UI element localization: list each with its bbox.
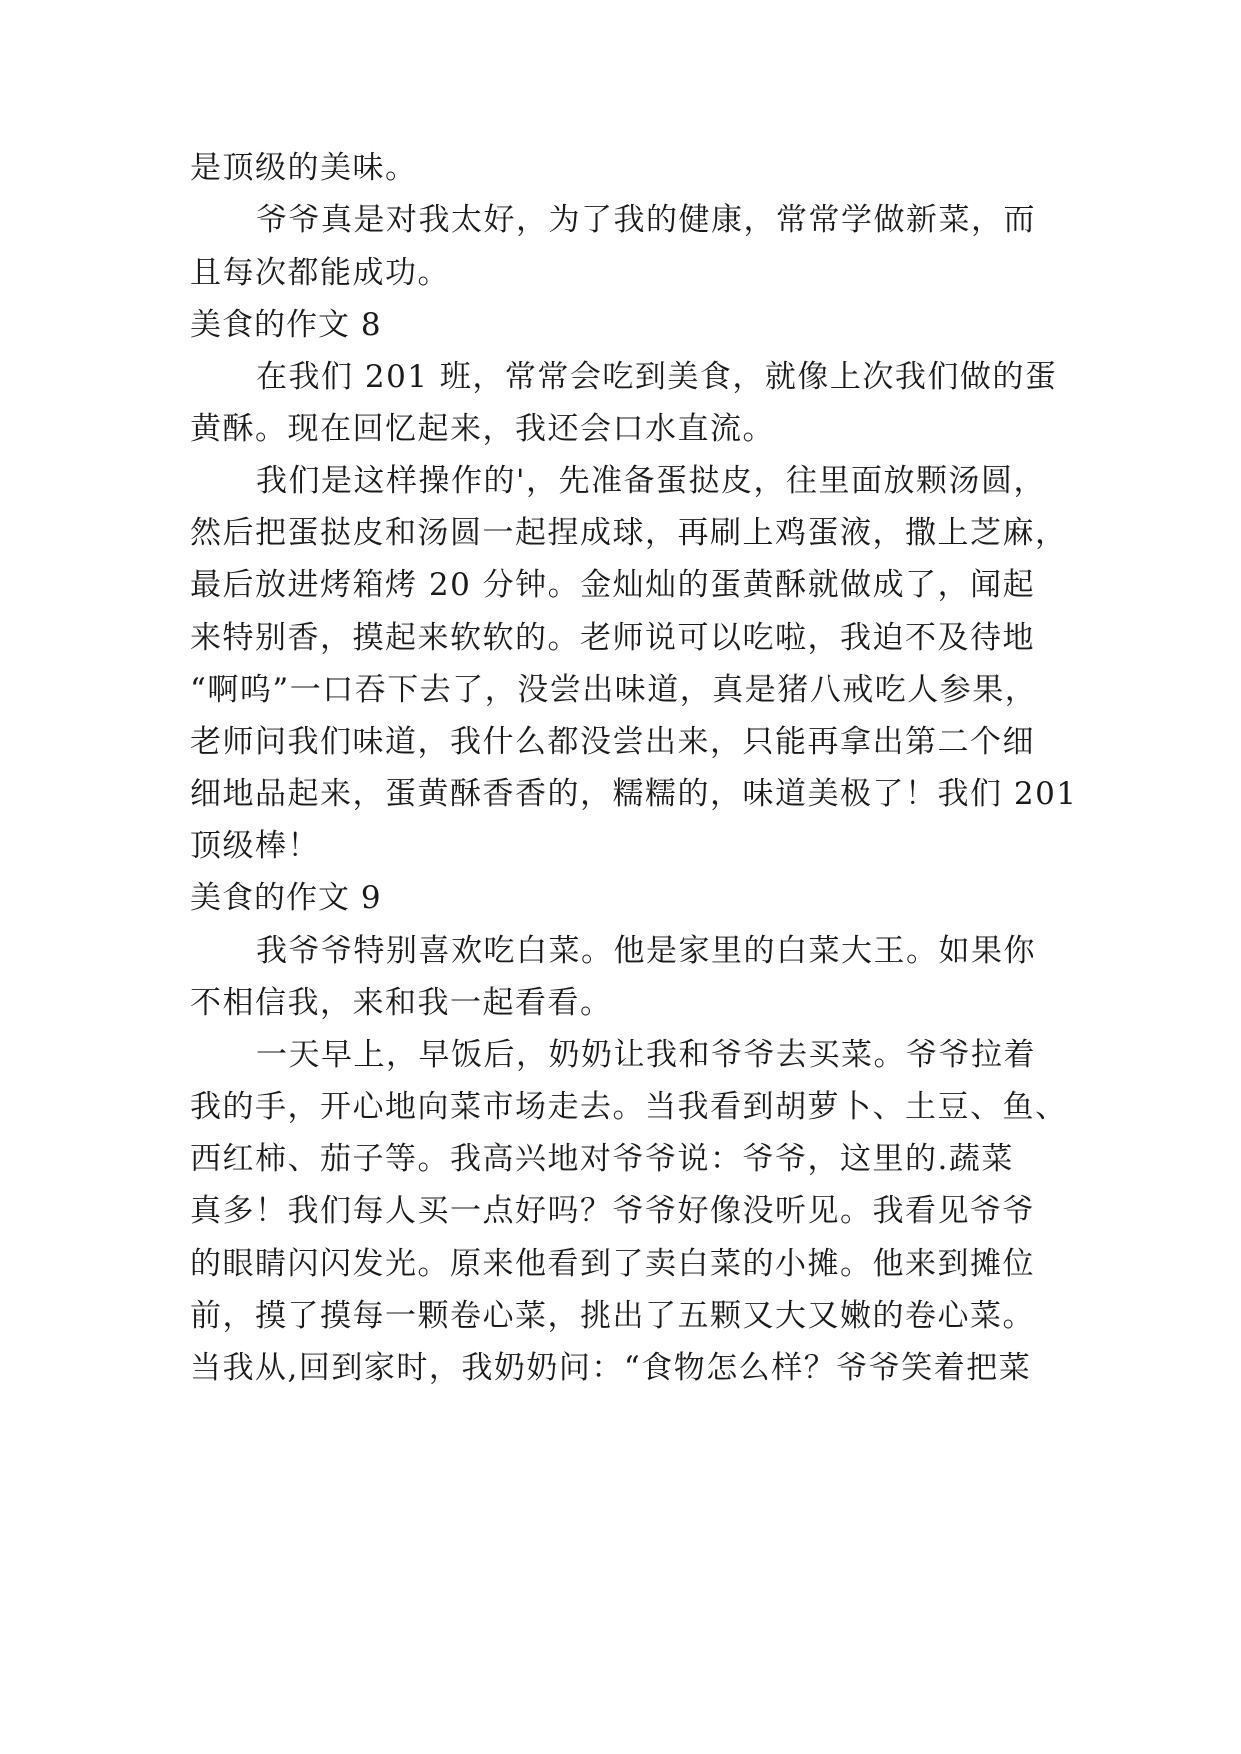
paragraph-line: 西红柿、茄子等。我高兴地对爷爷说：爷爷，这里的.蔬菜	[190, 1141, 1014, 1177]
paragraph-line: 在我们 201 班，常常会吃到美食，就像上次我们做的蛋	[256, 359, 1058, 395]
paragraph-line: 细地品起来，蛋黄酥香香的，糯糯的，味道美极了！我们 201	[190, 776, 1078, 812]
paragraph-line: 黄酥。现在回忆起来，我还会口水直流。	[190, 411, 775, 447]
paragraph-line: 的眼睛闪闪发光。原来他看到了卖白菜的小摊。他来到摊位	[190, 1246, 1035, 1282]
paragraph-line: 老师问我们味道，我什么都没尝出来，只能再拿出第二个细	[190, 724, 1035, 760]
paragraph-line: 真多！我们每人买一点好吗？爷爷好像没听见。我看见爷爷	[190, 1193, 1035, 1229]
paragraph-line: 我的手，开心地向菜市场走去。当我看到胡萝卜、土豆、鱼、	[190, 1089, 1068, 1125]
paragraph-line: 且每次都能成功。	[190, 255, 450, 291]
section-heading: 美食的作文 8	[190, 307, 382, 343]
paragraph-line: 顶级棒！	[190, 828, 320, 864]
paragraph-line: “啊呜”一口吞下去了，没尝出味道，真是猪八戒吃人参果，	[190, 672, 1038, 708]
paragraph-line: 然后把蛋挞皮和汤圆一起捏成球，再刷上鸡蛋液，撒上芝麻，	[190, 515, 1068, 551]
paragraph-line: 来特别香，摸起来软软的。老师说可以吃啦，我迫不及待地	[190, 620, 1035, 656]
paragraph-line: 前，摸了摸每一颗卷心菜，挑出了五颗又大又嫩的卷心菜。	[190, 1298, 1035, 1334]
paragraph-line: 不相信我，来和我一起看看。	[190, 985, 613, 1021]
paragraph-line: 是顶级的美味。	[190, 150, 418, 186]
paragraph-line: 当我从,回到家时，我奶奶问：“食物怎么样？爷爷笑着把菜	[190, 1350, 1032, 1386]
paragraph-line: 最后放进烤箱烤 20 分钟。金灿灿的蛋黄酥就做成了，闻起	[190, 567, 1036, 603]
section-heading: 美食的作文 9	[190, 880, 382, 916]
paragraph-line: 我们是这样操作的'，先准备蛋挞皮，往里面放颗汤圆，	[256, 463, 1047, 499]
paragraph-line: 我爷爷特别喜欢吃白菜。他是家里的白菜大王。如果你	[256, 933, 1036, 969]
paragraph-line: 爷爷真是对我太好，为了我的健康，常常学做新菜，而	[256, 202, 1036, 238]
paragraph-line: 一天早上，早饭后，奶奶让我和爷爷去买菜。爷爷拉着	[256, 1037, 1036, 1073]
